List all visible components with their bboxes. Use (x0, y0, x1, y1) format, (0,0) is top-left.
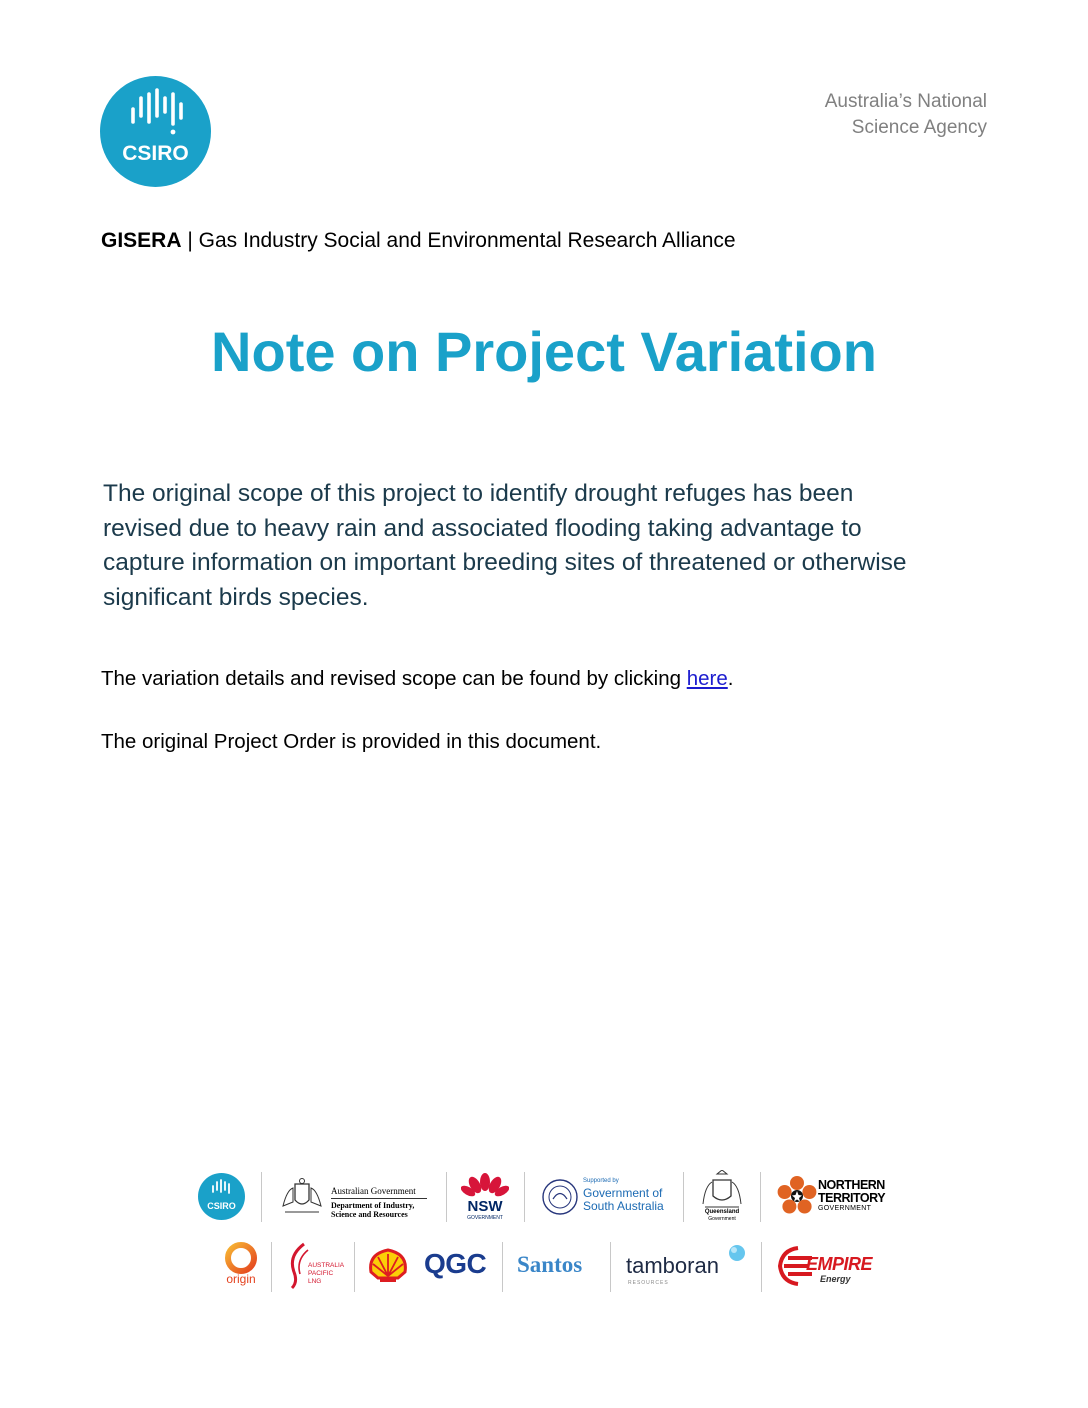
tamboran-logo (624, 1244, 748, 1290)
aus-gov-logo (279, 1174, 429, 1220)
tamboran-sub: RESOURCES (628, 1280, 669, 1286)
original-order-paragraph: The original Project Order is provided in this document. (101, 730, 602, 753)
logo-divider (761, 1242, 762, 1292)
qld-text: Queensland (704, 1209, 740, 1215)
aus-gov-line-2: Department of Industry, (331, 1201, 415, 1210)
desert-rose-icon (777, 1176, 817, 1216)
coat-of-arms-icon (279, 1176, 325, 1216)
aplng-line-2: PACIFIC (308, 1270, 334, 1277)
sa-line-1: Government of (583, 1186, 663, 1200)
logo-divider (683, 1172, 684, 1222)
shell-pecten-icon (368, 1248, 408, 1284)
nt-line-1: NORTHERN (818, 1178, 885, 1192)
intro-line: significant birds species. (103, 583, 369, 611)
empire-energy-logo (776, 1244, 876, 1290)
origin-text: origin (226, 1272, 256, 1286)
aplng-logo (286, 1242, 346, 1292)
qld-crest-icon (697, 1170, 747, 1210)
shell-logo (368, 1248, 408, 1284)
variation-text: The variation details and revised scope can be found by clicking (101, 667, 687, 690)
aus-gov-rule (331, 1198, 427, 1199)
waratah-icon (461, 1172, 509, 1200)
nsw-sub: GOVERNMENT (467, 1215, 503, 1221)
variation-paragraph (101, 665, 733, 693)
alliance-separator: | (181, 229, 199, 252)
alliance-full-name: Gas Industry Social and Environmental Research Alliance (198, 229, 736, 252)
nt-gov-logo (777, 1176, 895, 1220)
sa-line-2: South Australia (583, 1199, 664, 1213)
qld-sub: Government (708, 1216, 736, 1222)
agency-tagline (825, 89, 987, 141)
origin-sun-icon (220, 1242, 262, 1274)
sa-seal-icon (541, 1178, 579, 1216)
qld-gov-logo (697, 1170, 747, 1224)
empire-text: EMPIRE (806, 1254, 873, 1274)
aplng-line-1: AUSTRALIA (308, 1262, 345, 1269)
intro-paragraph (103, 477, 1003, 615)
csiro-small-logo (198, 1173, 245, 1220)
intro-line: revised due to heavy rain and associated flooding taking advantage to (103, 514, 862, 542)
aplng-line-3: LNG (308, 1278, 322, 1285)
partner-logos-row-2 (218, 1238, 878, 1294)
intro-line: capture information on important breeding sites of threatened or otherwise (103, 549, 907, 576)
origin-logo (220, 1242, 262, 1292)
santos-logo: Santos (517, 1252, 583, 1277)
nt-line-3: GOVERNMENT (818, 1205, 872, 1212)
tagline-line-2: Science Agency (851, 117, 987, 138)
empire-sub: Energy (820, 1274, 851, 1284)
csiro-logo-text: CSIRO (122, 142, 189, 165)
tamboran-text: tamboran (626, 1253, 719, 1278)
alliance-heading (101, 227, 736, 255)
intro-line: The original scope of this project to identify drought refuges has been (103, 480, 854, 507)
partner-logos-row-1 (195, 1170, 895, 1224)
logo-divider (610, 1242, 611, 1292)
here-link[interactable]: here (686, 667, 728, 690)
sa-supported: Supported by (583, 1178, 619, 1184)
aplng-swoosh-icon (286, 1242, 310, 1290)
logo-divider (524, 1172, 525, 1222)
logo-divider (446, 1172, 447, 1222)
logo-divider (271, 1242, 272, 1292)
csiro-logo (100, 76, 211, 187)
nsw-text: NSW (467, 1198, 503, 1215)
logo-divider (354, 1242, 355, 1292)
tagline-line-1: Australia’s National (824, 91, 987, 112)
nsw-logo (461, 1172, 509, 1222)
page-title: Note on Project Variation (211, 320, 877, 383)
nt-line-2: TERRITORY (818, 1191, 886, 1205)
alliance-acronym: GISERA (101, 229, 182, 252)
tamboran-drop-icon (728, 1244, 746, 1262)
csiro-small-text: CSIRO (207, 1201, 236, 1211)
logo-divider (502, 1242, 503, 1292)
variation-period: . (727, 667, 734, 690)
logo-divider (261, 1172, 262, 1222)
aus-gov-line-1: Australian Government (331, 1186, 416, 1196)
qgc-logo: QGC (424, 1248, 487, 1279)
logo-divider (760, 1172, 761, 1222)
aus-gov-line-3: Science and Resources (331, 1210, 408, 1219)
sa-gov-logo (541, 1176, 671, 1218)
